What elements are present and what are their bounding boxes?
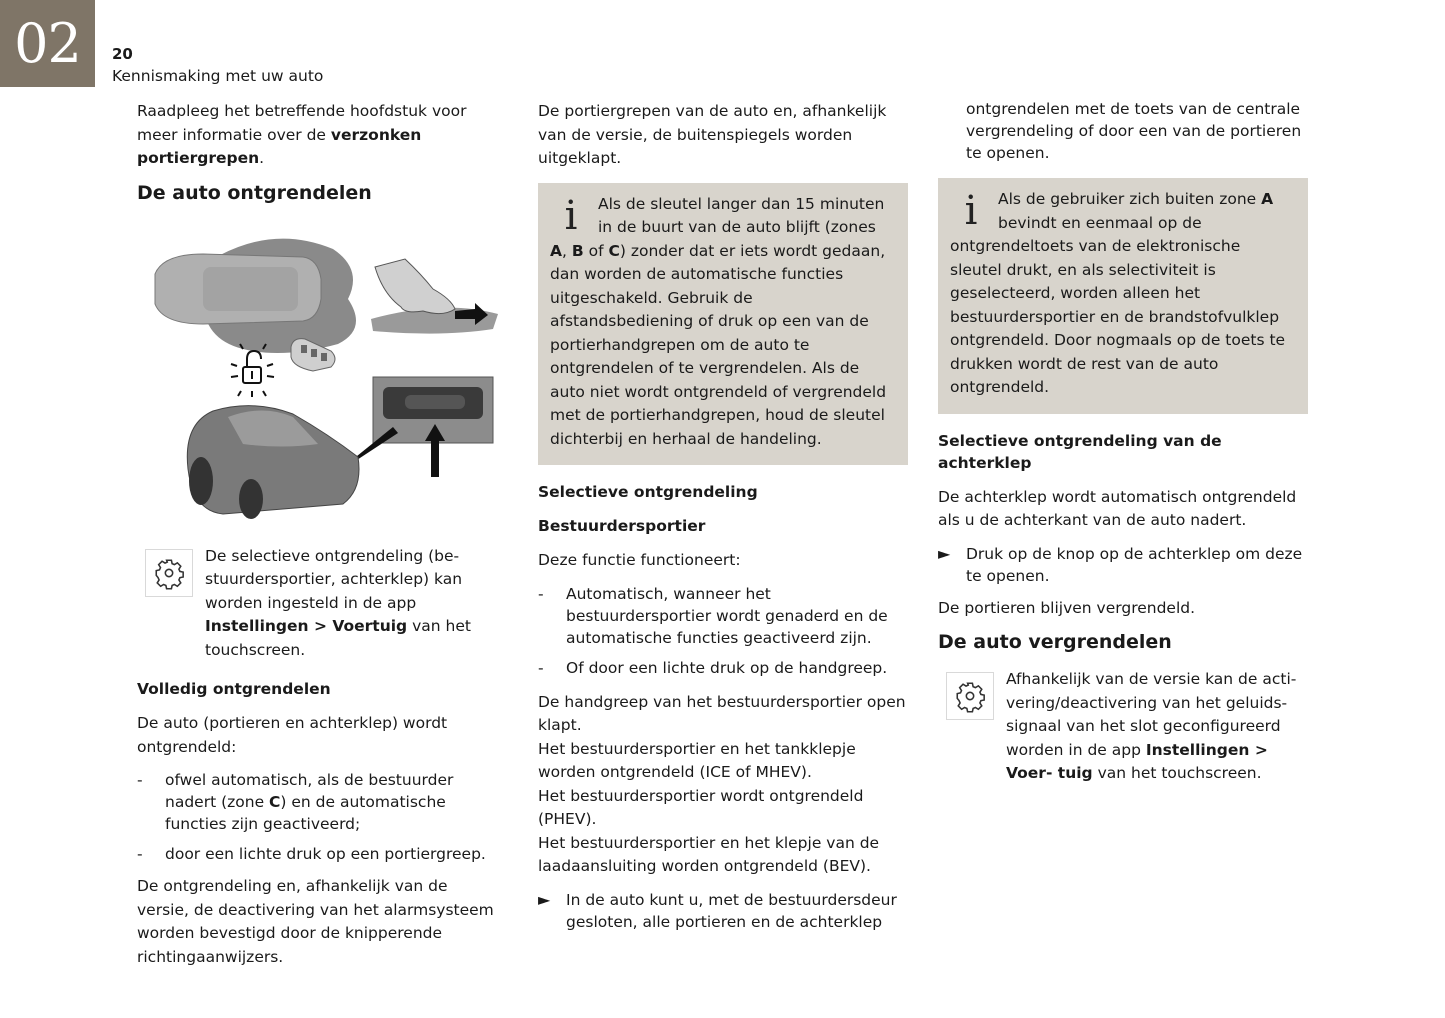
intro-paragraph	[137, 100, 502, 171]
list-item: - Automatisch, wanneer het bestuurdersportier wordt genaderd en de automatische functies geactiveerd zijn.	[538, 583, 908, 649]
full-unlock-list	[137, 769, 502, 865]
settings-text-end: van het touchscreen.	[1092, 764, 1262, 782]
zone-a: A	[1261, 190, 1274, 208]
page-number: 20	[112, 45, 133, 63]
intro-text-end: .	[259, 149, 265, 167]
unlock-illustration	[143, 219, 503, 519]
gear-icon	[145, 549, 193, 597]
arrow-right-icon: ►	[938, 543, 951, 563]
list-item: - Of door een lichte druk op de handgreep.	[538, 657, 908, 679]
info-text-rest: ) zonder dat er iets wordt gedaan, dan worden de automatische functies uitgeschakeld. Gebruik de afstandsbediening of druk op een van de portierhandgrepen om de auto te ontgrendelen of te vergrendelen. Als de auto niet wordt ontgrendeld of vergrendeld met de portierhandgrepen, houd de sleutel dichterbij en herhaal de handeling.	[550, 241, 887, 448]
info-text: Als de gebruiker zich buiten zone	[998, 190, 1262, 208]
arrow-instruction-text: Druk op de knop op de achterklep om deze te openen.	[966, 544, 1303, 585]
confirmation-paragraph: De ontgrendeling en, afhankelijk van de versie, de deactivering van het alarmsysteem worden bevestigd door de knipperende richtingaanwijzers.	[137, 877, 494, 966]
zone-a: A	[550, 241, 562, 260]
zone-c: C	[608, 241, 620, 260]
mirrors-paragraph: De portiergrepen van de auto en, afhankelijk van de versie, de buitenspiegels worden uitgeklapt.	[538, 102, 887, 167]
info-text-rest: bevindt en eenmaal op de ontgrendeltoets van de elektronische sleutel drukt, en als selectiviteit is geselecteerd, worden alleen het bestuurdersportier en de brandstofvulklep ontgrendeld. Door nogmaals op de toets te drukken wordt de rest van de auto ontgrendeld.	[950, 213, 1286, 396]
settings-path: Instellingen > Voertuig	[205, 617, 408, 635]
heading-selective-unlock: Selectieve ontgrendeling	[538, 483, 758, 501]
car-unlock-figure-icon	[143, 219, 503, 519]
heading-lock: De auto vergrendelen	[938, 631, 1172, 653]
zone-b: B	[571, 241, 584, 260]
list-item: - door een lichte druk op een portiergreep.	[137, 843, 502, 865]
hand-pressing-handle	[371, 259, 498, 334]
intro-text: Raadpleeg het betreffende hoofdstuk voor meer informatie over de	[137, 102, 467, 144]
arrow-instruction	[538, 889, 908, 933]
full-unlock-intro: De auto (portieren en achterklep) wordt ontgrendeld:	[137, 714, 448, 756]
settings-note-text	[1006, 668, 1308, 786]
intro-bold-link-text: verzonken portiergrepen	[137, 125, 422, 167]
chapter-title: Kennismaking met uw auto	[112, 67, 324, 85]
function-intro: Deze functie functioneert:	[538, 551, 741, 569]
doors-locked-paragraph: De portieren blijven vergrendeld.	[938, 598, 1196, 617]
info-box-key-timeout: i Als de sleutel langer dan 15 minuten in de buurt van de auto blijft (zones A, B of C) zonder dat er iets wordt gedaan, dan worden de automatische functies uitgeschakeld. Gebruik de afstandsbediening of druk op een van de portierhandgrepen om de auto te ontgrendelen of te vergrendelen. Als de auto niet wordt ontgrendeld of vergrendeld met de portierhandgrepen, houd de sleutel dichterbij en herhaal de handeling.	[538, 183, 908, 466]
info-box-selectivity	[938, 178, 1308, 414]
heading-tailgate: Selectieve ontgrendeling van de achterklep	[938, 431, 1222, 472]
settings-note-lock-signal	[946, 668, 1308, 786]
settings-text-end: van het touchscreen.	[205, 617, 471, 659]
settings-text-start: Afhankelijk van de versie kan de acti- vering/deactivering van het geluids- signaal van het slot geconfigureerd worden in de app	[1006, 670, 1297, 759]
gear-icon	[946, 672, 994, 720]
settings-note-selective	[145, 545, 502, 663]
heading-driver-door: Bestuurdersportier	[538, 517, 706, 535]
continued-text: ontgrendelen met de toets van de centrale vergrendeling of door een van de portieren te openen.	[966, 100, 1302, 162]
column-3	[938, 100, 1308, 802]
chapter-number-tab: 02	[0, 0, 95, 87]
settings-text-start: De selectieve ontgrendeling (be- stuurdersportier, achterklep) kan worden ingesteld in de app	[205, 546, 463, 612]
info-text: Als de sleutel langer dan 15 minuten in de buurt van de auto blijft (zones	[598, 194, 885, 236]
column-1	[137, 100, 502, 979]
info-icon: i	[964, 188, 978, 234]
results-paragraph: De handgreep van het bestuurdersportier open klapt. Het bestuurdersportier en het tankklepje worden ontgrendeld (ICE of MHEV). Het bestuurdersportier wordt ontgrendeld (PHEV). Het bestuurdersportier en het klepje van de laadaansluiting worden ontgrendeld (BEV).	[538, 692, 906, 875]
heading-full-unlock: Volledig ontgrendelen	[137, 680, 331, 698]
arrow-instruction-text: In de auto kunt u, met de bestuurdersdeur gesloten, alle portieren en de achterklep	[566, 890, 897, 931]
tailgate-paragraph: De achterklep wordt automatisch ontgrendeld als u de achterkant van de auto nadert.	[938, 487, 1297, 529]
settings-note-text	[205, 545, 502, 663]
list-item: - ofwel automatisch, als de bestuurder nadert (zone C) en de automatische functies zijn geactiveerd;	[137, 769, 502, 835]
arrow-instruction	[938, 543, 1308, 587]
column-2	[538, 100, 908, 943]
info-icon: i	[564, 192, 578, 239]
function-list	[538, 583, 908, 679]
car-rear-view	[187, 405, 359, 518]
arrow-right-icon: ►	[538, 889, 551, 909]
heading-unlock: De auto ontgrendelen	[137, 181, 372, 204]
settings-path: Instellingen > Voer- tuig	[1006, 740, 1268, 782]
